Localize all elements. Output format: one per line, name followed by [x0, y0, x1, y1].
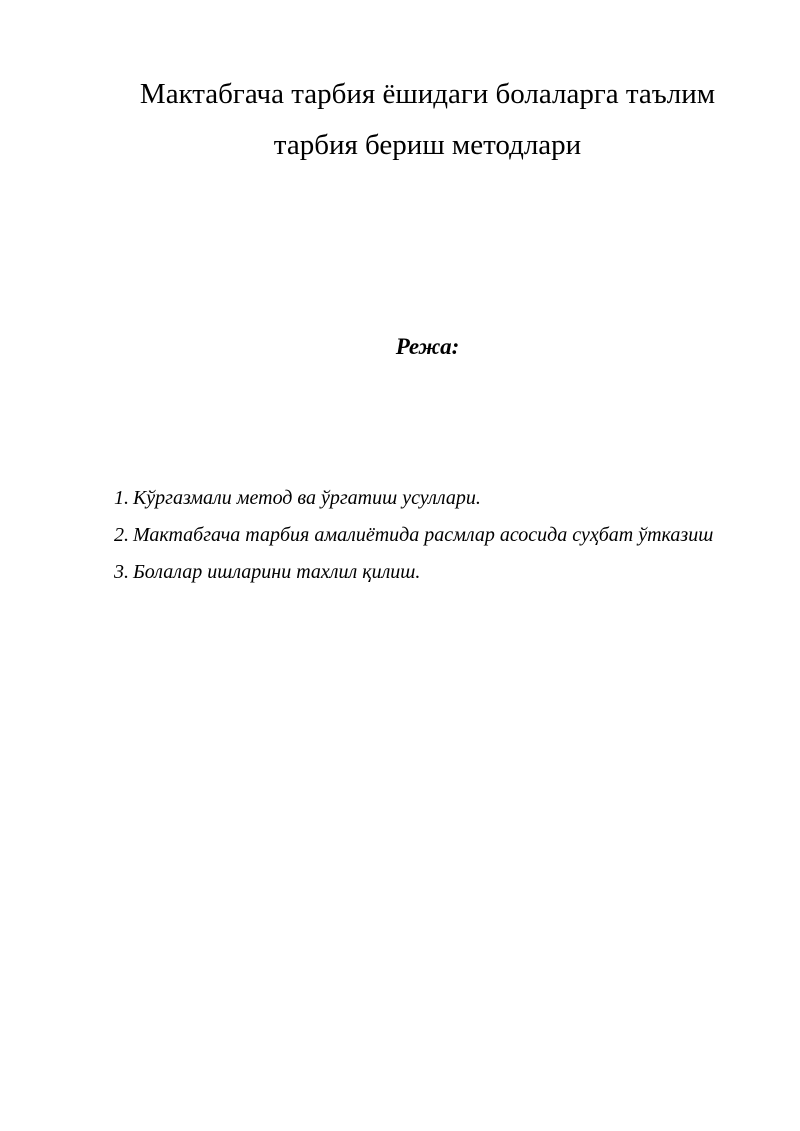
plan-item-1: [114, 480, 734, 517]
plan-item-number: 3.: [114, 561, 129, 583]
plan-item-number: 1.: [114, 487, 129, 509]
plan-heading: Режа:: [395, 334, 460, 359]
plan-item-text: Болалар ишларини тахлил қилиш.: [133, 561, 421, 583]
plan-item-2: [114, 517, 734, 554]
plan-item-text: Мактабгача тарбия амалиётида расмлар асосида суҳбат ўтказиш: [133, 524, 714, 546]
plan-item-number: 2.: [114, 524, 129, 546]
plan-item-3: [114, 554, 734, 591]
plan-list: [114, 480, 734, 591]
plan-item-text: Кўргазмали метод ва ўргатиш усуллари.: [133, 487, 481, 509]
document-title-line-1: Мактабгача тарбия ёшидаги болаларга таълим: [139, 78, 716, 110]
document-title-line-2: тарбия бериш методлари: [273, 129, 582, 161]
